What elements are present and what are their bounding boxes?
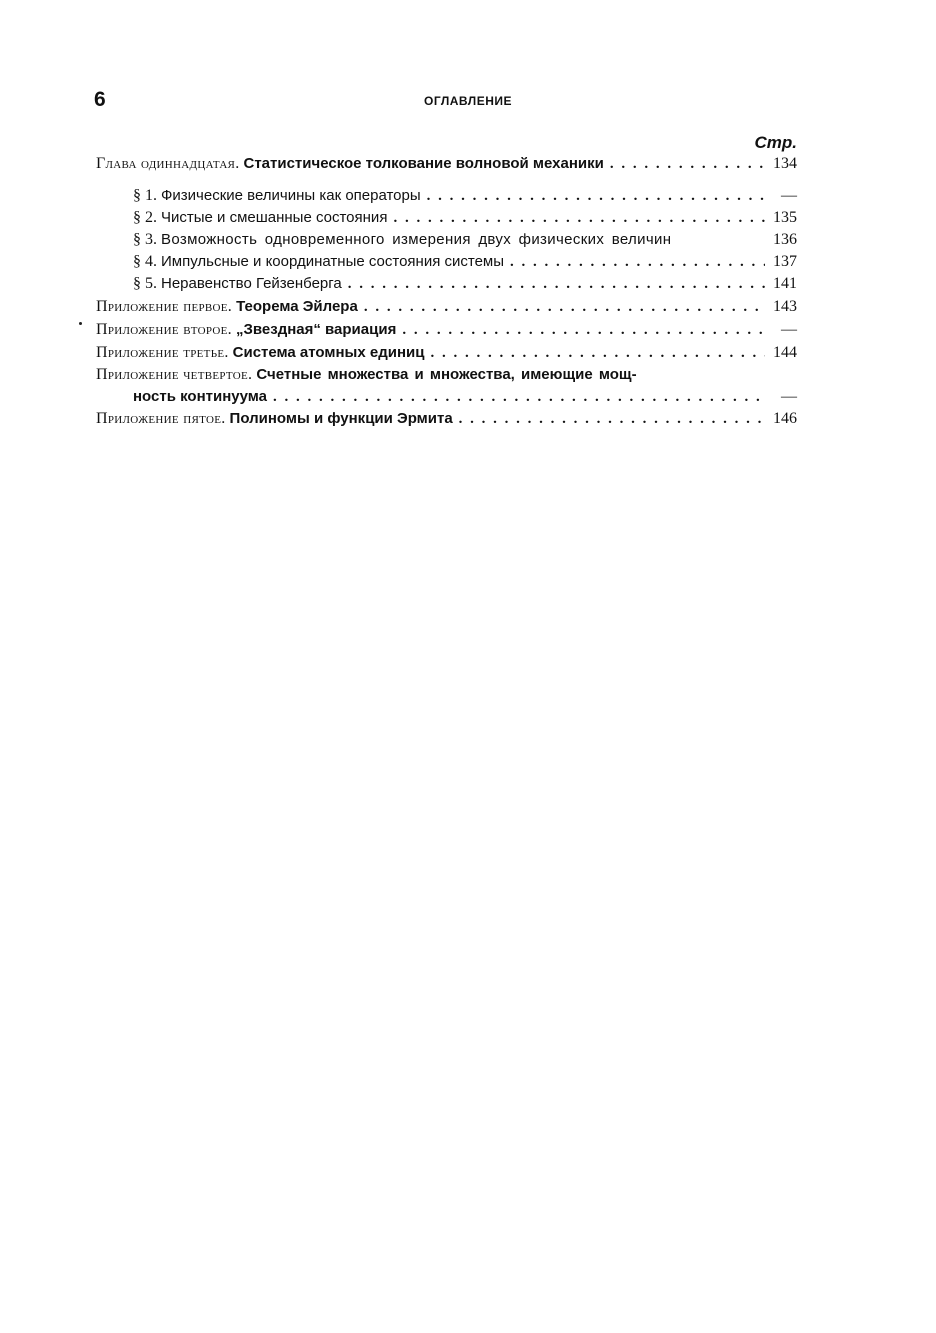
toc-entry-title: Теорема Эйлера bbox=[236, 298, 358, 315]
dot-leader bbox=[393, 210, 765, 227]
toc-entry-title: Неравенство Гейзенберга bbox=[161, 275, 342, 292]
print-speck bbox=[79, 322, 82, 325]
toc-entry-section-3[interactable] bbox=[133, 231, 797, 253]
dot-leader bbox=[430, 345, 765, 362]
page-column-heading: Стр. bbox=[754, 133, 797, 152]
toc-entry-page: 143 bbox=[773, 298, 797, 315]
toc-entry-prefix: Приложение третье. bbox=[96, 344, 229, 361]
section-number: § 5. bbox=[133, 275, 157, 292]
toc-entry-appendix-2[interactable] bbox=[96, 321, 797, 343]
toc-entry-page: 144 bbox=[773, 344, 797, 361]
toc-entry-title: Физические величины как операторы bbox=[161, 187, 421, 204]
toc-entry-title: „Звездная“ вариация bbox=[235, 321, 397, 338]
toc-entry-prefix: Приложение пятое. bbox=[96, 410, 226, 427]
toc-entry-title: Система атомных единиц bbox=[232, 344, 425, 361]
toc-entry-page: 134 bbox=[773, 155, 797, 172]
toc-entry-section-1[interactable] bbox=[133, 187, 797, 209]
section-number: § 4. bbox=[133, 253, 157, 270]
toc-entry-prefix: Глава одиннадцатая. bbox=[96, 155, 240, 172]
toc-entry-page: 136 bbox=[773, 231, 797, 248]
toc-entry-page: 135 bbox=[773, 209, 797, 226]
page-number: 6 bbox=[94, 88, 106, 111]
toc-entry-title: Чистые и смешанные состояния bbox=[161, 209, 388, 226]
toc-entry-section-4[interactable] bbox=[133, 253, 797, 275]
dot-leader bbox=[348, 276, 765, 293]
dot-leader bbox=[427, 188, 765, 205]
toc-entry-title-continued: ность континуума bbox=[133, 388, 267, 405]
toc-entry-appendix-4-line-1[interactable] bbox=[96, 366, 764, 388]
section-number: § 2. bbox=[133, 209, 157, 226]
toc-entry-page: — bbox=[781, 187, 797, 204]
toc-entry-title: Счетные множества и множества, имеющие мощ- bbox=[256, 366, 637, 383]
toc-entry-appendix-5[interactable] bbox=[96, 410, 797, 432]
dot-leader bbox=[364, 299, 765, 316]
toc-entry-prefix: Приложение первое. bbox=[96, 298, 233, 315]
toc-entry-page: 141 bbox=[773, 275, 797, 292]
toc-entry-page: — bbox=[781, 321, 797, 338]
dot-leader bbox=[459, 411, 765, 428]
toc-entry-title: Возможность одновременного измерения двух физических величин bbox=[161, 231, 672, 248]
toc-entry-page: — bbox=[781, 388, 797, 405]
section-number: § 1. bbox=[133, 187, 157, 204]
toc-entry-prefix: Приложение второе. bbox=[96, 321, 232, 338]
toc-entry-title: Полиномы и функции Эрмита bbox=[229, 410, 453, 427]
toc-entry-prefix: Приложение четвертое. bbox=[96, 366, 253, 383]
toc-entry-page: 137 bbox=[773, 253, 797, 270]
toc-entry-appendix-4-line-2[interactable] bbox=[133, 388, 797, 410]
toc-entry-section-2[interactable] bbox=[133, 209, 797, 231]
toc-entry-page: 146 bbox=[773, 410, 797, 427]
dot-leader bbox=[273, 389, 765, 406]
section-number: § 3. bbox=[133, 231, 157, 248]
toc-entry-appendix-1[interactable] bbox=[96, 298, 797, 320]
toc-entry-section-5[interactable] bbox=[133, 275, 797, 297]
toc-entry-title: Статистическое толкование волновой механики bbox=[243, 155, 604, 172]
toc-entry-appendix-3[interactable] bbox=[96, 344, 797, 366]
dot-leader bbox=[510, 254, 765, 271]
toc-entry-title: Импульсные и координатные состояния системы bbox=[161, 253, 505, 270]
dot-leader bbox=[610, 156, 765, 173]
dot-leader bbox=[402, 322, 765, 339]
toc-entry-chapter-11[interactable] bbox=[96, 155, 797, 177]
running-title: ОГЛАВЛЕНИЕ bbox=[423, 94, 512, 108]
